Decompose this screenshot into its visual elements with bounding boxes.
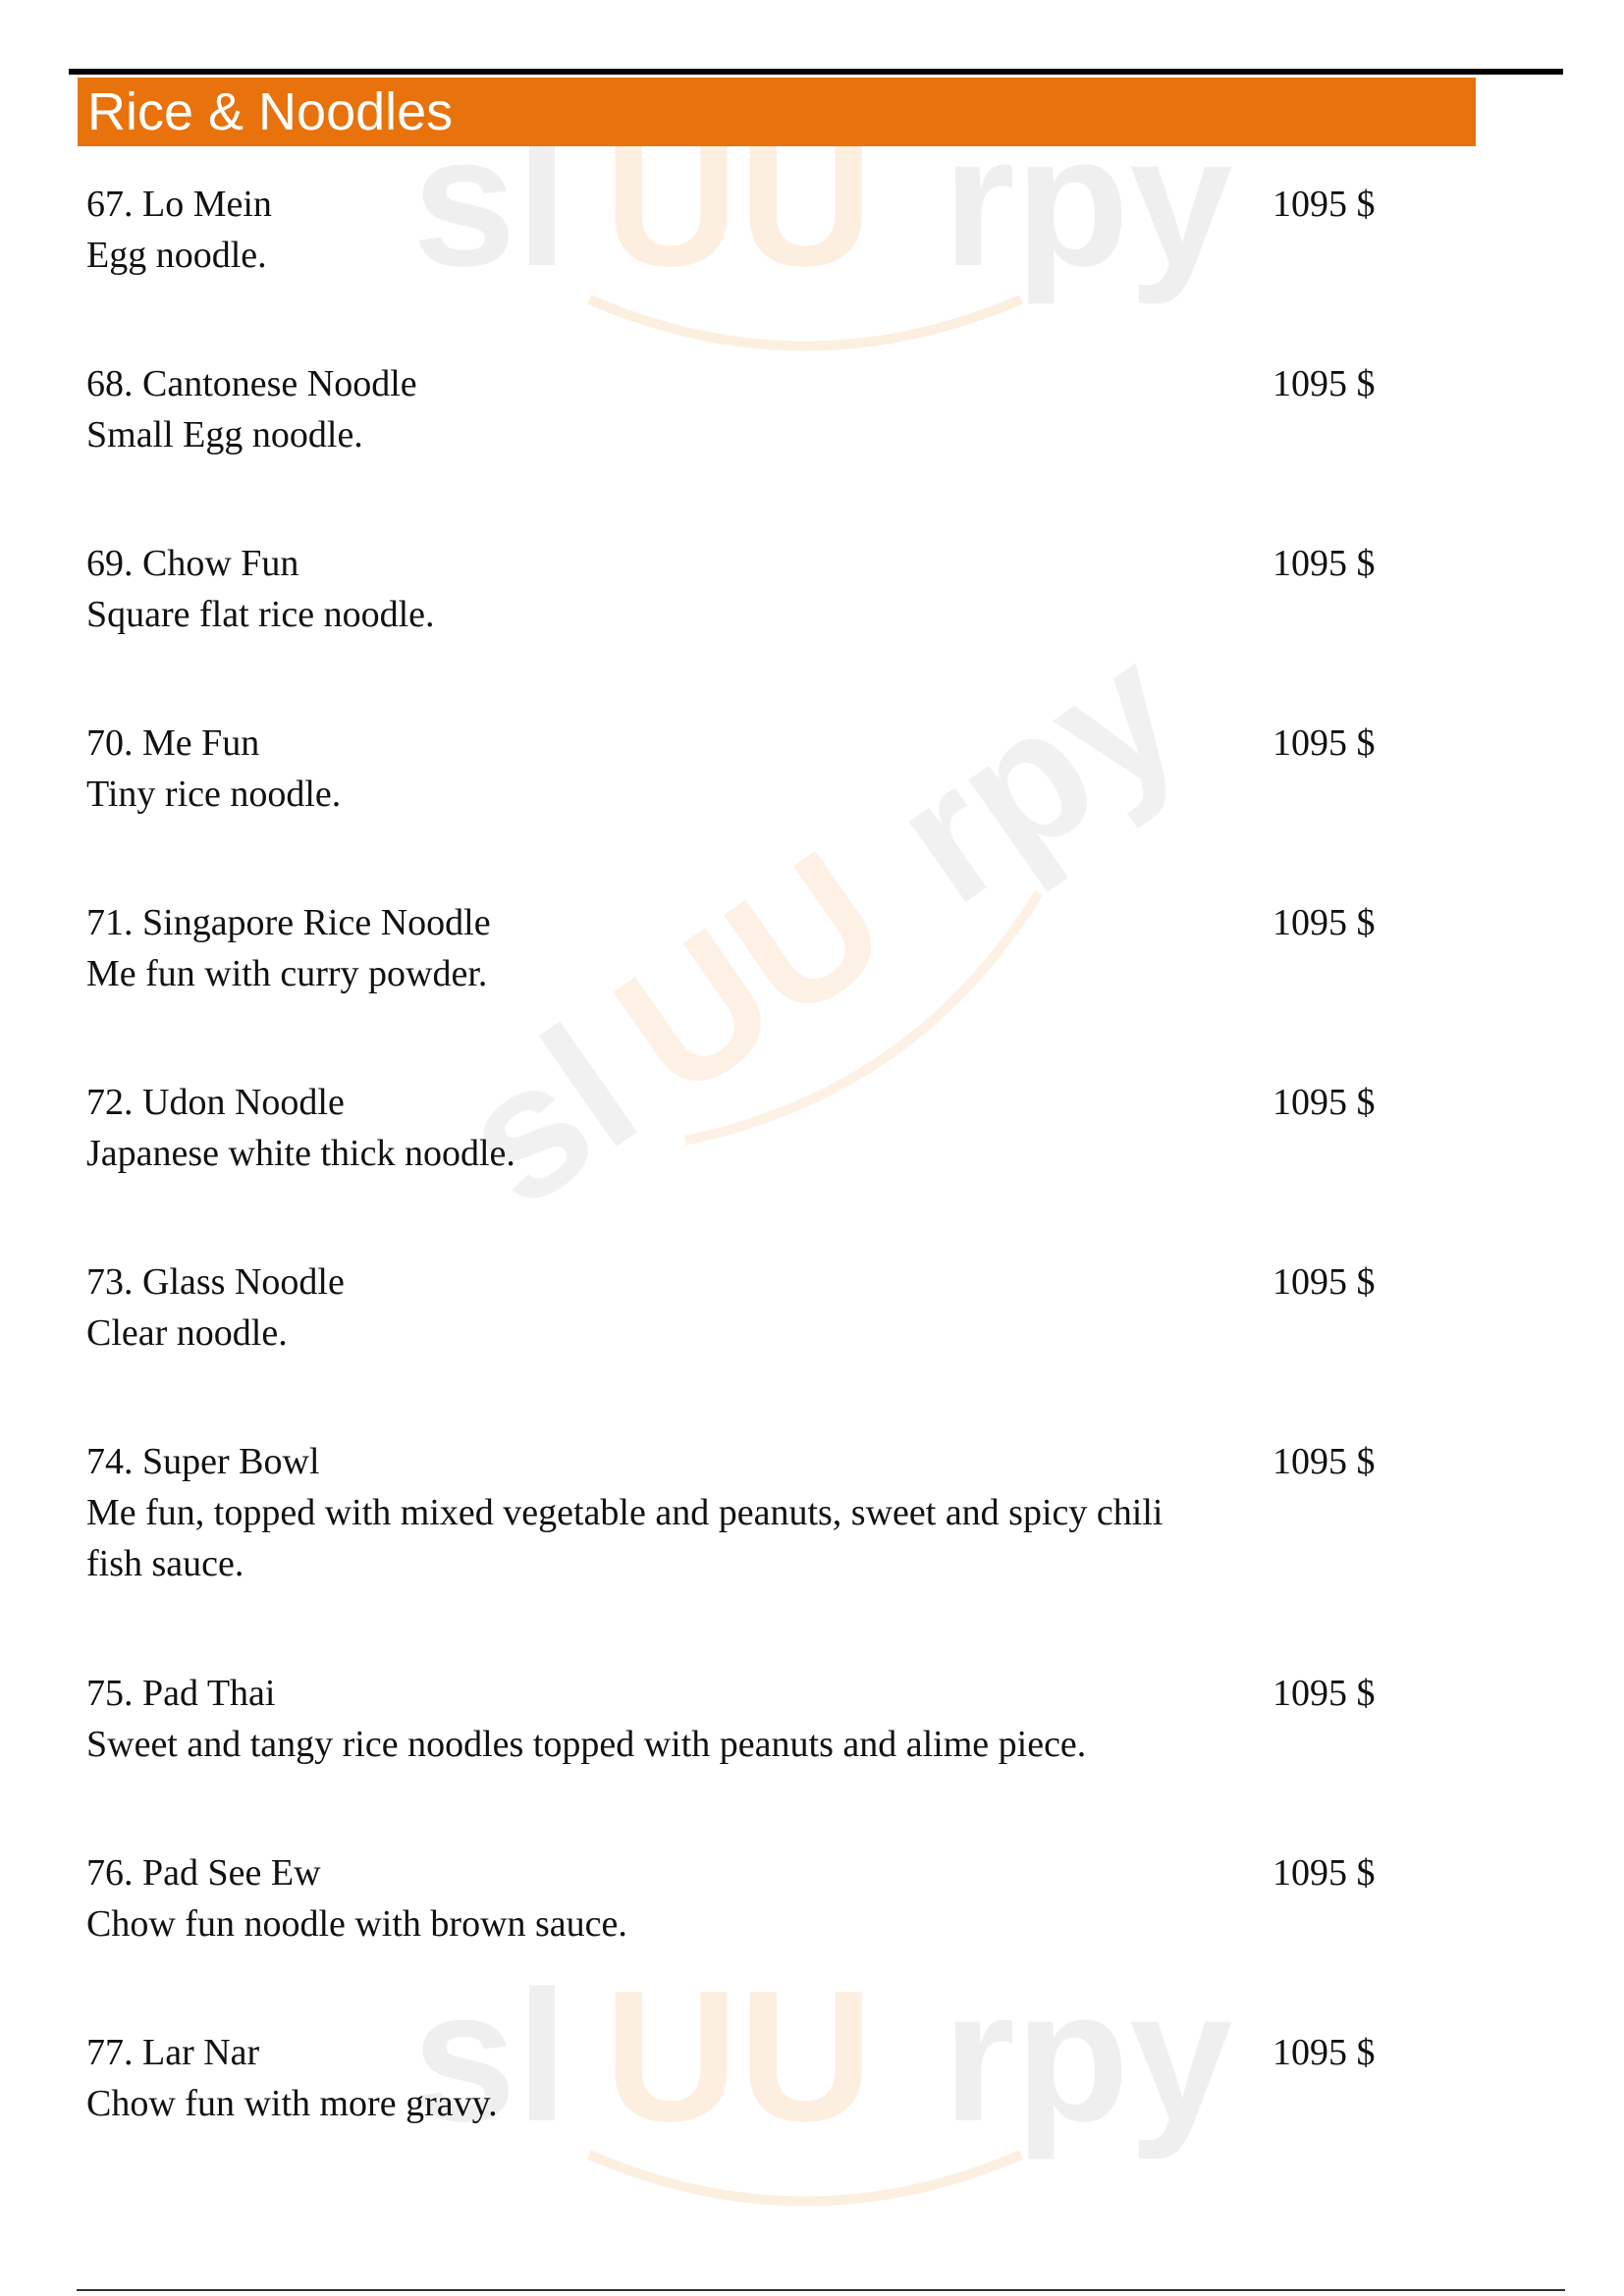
item-description: Me fun, topped with mixed vegetable and peanuts, sweet and spicy chili fish sauce. bbox=[86, 1492, 1164, 1584]
item-price: 1095 $ bbox=[1272, 1261, 1376, 1303]
item-price: 1095 $ bbox=[1272, 184, 1376, 225]
item-price: 1095 $ bbox=[1272, 1441, 1376, 1482]
item-name: 73. Glass Noodle bbox=[86, 1261, 345, 1303]
item-description: Japanese white thick noodle. bbox=[86, 1133, 515, 1174]
svg-text:rpy: rpy bbox=[943, 98, 1233, 305]
section-title: Rice & Noodles bbox=[87, 82, 454, 141]
item-name: 67. Lo Mein bbox=[86, 184, 272, 225]
item-description: Square flat rice noodle. bbox=[86, 594, 435, 635]
item-price: 1095 $ bbox=[1272, 1673, 1376, 1714]
item-description: Tiny rice noodle. bbox=[86, 774, 342, 815]
item-price: 1095 $ bbox=[1272, 902, 1376, 943]
item-name: 72. Udon Noodle bbox=[86, 1082, 345, 1123]
item-name: 76. Pad See Ew bbox=[86, 1852, 321, 1894]
item-name: 71. Singapore Rice Noodle bbox=[86, 902, 491, 943]
svg-text:sl: sl bbox=[412, 1953, 568, 2161]
item-price: 1095 $ bbox=[1272, 1852, 1376, 1894]
svg-text:UU: UU bbox=[604, 98, 874, 305]
svg-text:UU: UU bbox=[604, 1953, 874, 2161]
item-description: Egg noodle. bbox=[86, 235, 267, 276]
item-description: Sweet and tangy rice noodles topped with peanuts and alime piece. bbox=[86, 1724, 1087, 1765]
item-description: Clear noodle. bbox=[86, 1312, 288, 1354]
item-description: Chow fun with more gravy. bbox=[86, 2083, 498, 2124]
item-name: 70. Me Fun bbox=[86, 722, 260, 764]
item-name: 75. Pad Thai bbox=[86, 1673, 276, 1714]
section-header bbox=[78, 78, 1476, 146]
item-price: 1095 $ bbox=[1272, 543, 1376, 584]
bottom-divider bbox=[77, 2289, 1565, 2291]
top-divider bbox=[69, 69, 1563, 75]
item-name: 69. Chow Fun bbox=[86, 543, 299, 584]
item-name: 68. Cantonese Noodle bbox=[86, 363, 417, 404]
svg-text:sl: sl bbox=[424, 987, 672, 1247]
item-price: 1095 $ bbox=[1272, 2032, 1376, 2073]
item-price: 1095 $ bbox=[1272, 722, 1376, 764]
item-price: 1095 $ bbox=[1272, 1082, 1376, 1123]
item-name: 74. Super Bowl bbox=[86, 1441, 320, 1482]
svg-text:rpy: rpy bbox=[943, 1953, 1233, 2161]
svg-text:UU: UU bbox=[580, 812, 922, 1138]
item-description: Small Egg noodle. bbox=[86, 414, 363, 455]
svg-text:rpy: rpy bbox=[858, 605, 1217, 943]
svg-text:sl: sl bbox=[412, 98, 568, 305]
item-description: Chow fun noodle with brown sauce. bbox=[86, 1903, 627, 1945]
item-price: 1095 $ bbox=[1272, 363, 1376, 404]
item-description: Me fun with curry powder. bbox=[86, 953, 488, 994]
item-name: 77. Lar Nar bbox=[86, 2032, 260, 2073]
